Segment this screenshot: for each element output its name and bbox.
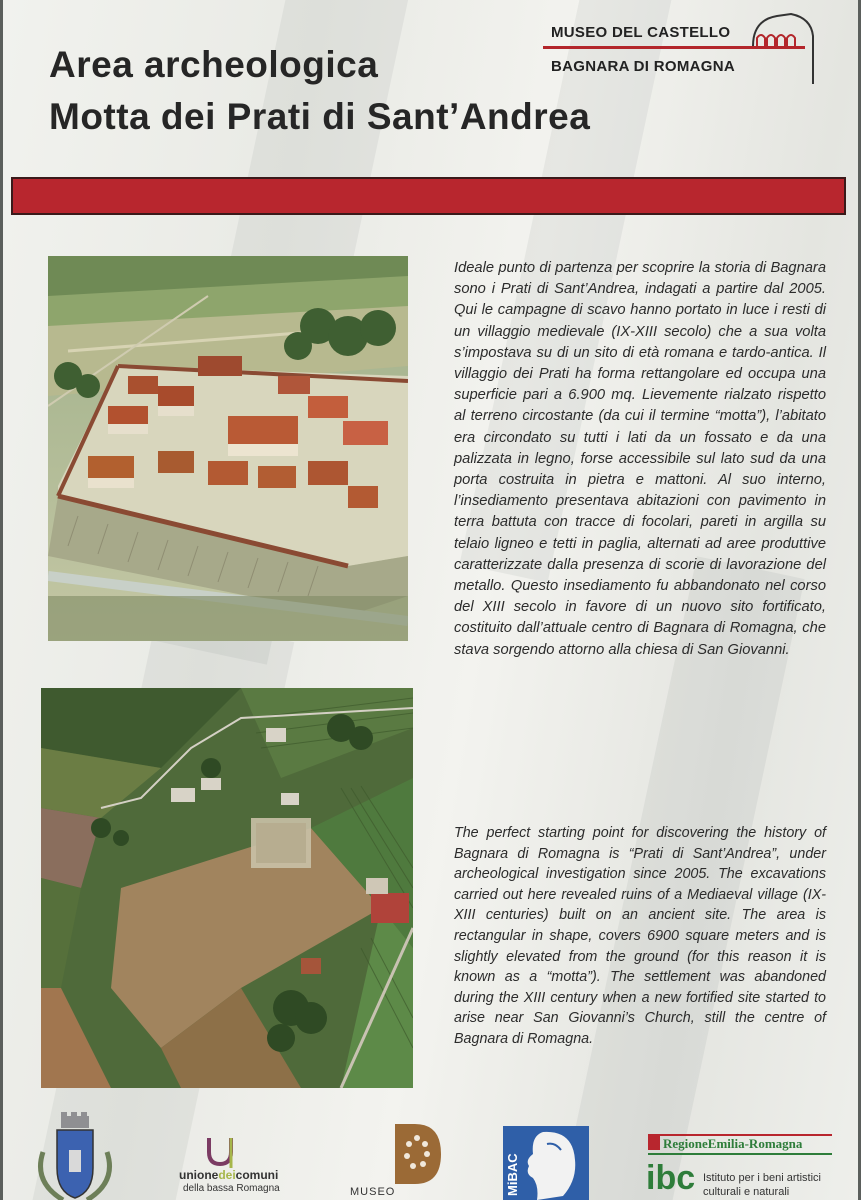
unione-logo-name — [179, 1168, 278, 1182]
title-line-2: Motta dei Prati di Sant’Andrea — [49, 96, 591, 137]
ibc-logo-mark: ibc — [646, 1159, 696, 1197]
museum-name: MUSEO DEL CASTELLO — [551, 24, 731, 41]
regione-flag-icon — [648, 1136, 660, 1150]
unione-logo-part-1: unione — [179, 1168, 219, 1182]
aerial-photo-excavation-site — [41, 688, 413, 1088]
village-reconstruction-illustration — [48, 256, 408, 641]
unione-logo-subtitle: della bassa Romagna — [183, 1183, 280, 1194]
museo-logo-icon — [395, 1124, 441, 1200]
red-divider-bar — [11, 177, 846, 215]
mibac-text: MiBAC — [505, 1153, 520, 1196]
museo-logo-text: MUSEO — [350, 1186, 396, 1198]
unione-logo-part-3: comuni — [235, 1168, 279, 1182]
english-description: The perfect starting point for discovering the history of Bagnara di Romagna is “Prati di Sant’Andrea”, under archeological investigation since 2005. The excavations carried out here revealed ruins of a Mediaeval village (IX-XIII centuries) built on an ancient site. The area is rectangular in shape, covers 6900 square meters and is slightly elevated from the ground (for this reason it is known as a “motta”). The settlement was abandoned during the XIII century when a new fortified site started to arise near San Giovanni’s Church, still the centre of Bagnara di Romagna. — [454, 825, 826, 1047]
ibc-logo-line-2: culturali e naturali — [703, 1186, 790, 1198]
regione-logo-text: RegioneEmilia-Romagna — [663, 1136, 803, 1151]
ibc-logo-line-1: Istituto per i beni artistici — [703, 1172, 821, 1184]
municipal-coat-of-arms-icon — [33, 1112, 117, 1200]
italian-description: Ideale punto di partenza per scoprire la storia di Bagnara sono i Prati di Sant’Andrea, indagati a partire dal 2005. Qui le campagne di scavo hanno portato in luce i resti di un villaggio medievale (IX-XIII secolo) che a sua volta s’impostava su di un sito di età romana e tardo-antica. Il villaggio dei Prati ha forma rettangolare ed occupa una superficie pari a 6.900 mq. Lievemente rialzato rispetto al terreno circostante (da cui il termine “motta”), l’abitato era circondato su tutti i lati da un fossato e da una palizzata in legno, forse accessibile sul lato sud da una porta costruita in pietra e mattoni. Al suo interno, l’insediamento presentava abitazioni con pavimento in terra battuta con tracce di focolari, pareti in argilla su telaio ligneo e tetti in paglia, alternati ad aree produttive caratterizzate dalla presenza di scorie di lavorazione del metallo. Questo insediamento fu abbandonato nel corso del XIII secolo in favore di un nuovo sito fortificato, costituito dall’attuale centro di Bagnara di Romagna, che stava sorgendo attorno alla chiesa di San Giovanni. — [454, 260, 826, 658]
museum-town: BAGNARA DI ROMAGNA — [551, 58, 736, 75]
title-line-1: Area archeologica — [49, 44, 379, 85]
castle-icon — [751, 10, 821, 86]
unione-logo-icon — [203, 1134, 237, 1170]
mibac-logo — [503, 1126, 589, 1200]
unione-logo-part-2: dei — [218, 1168, 236, 1182]
information-panel — [3, 0, 858, 1200]
regione-rule-bottom — [648, 1153, 832, 1155]
